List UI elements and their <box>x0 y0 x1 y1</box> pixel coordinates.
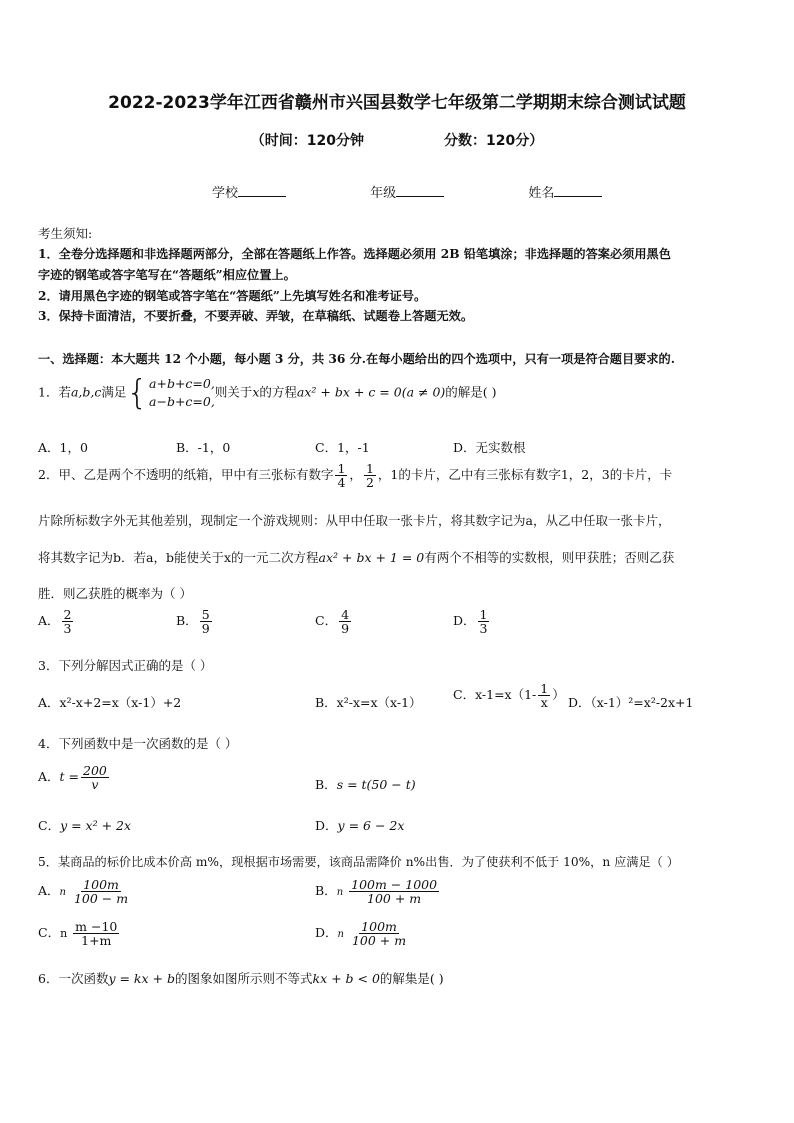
q1-option-c[interactable]: C．1，-1 <box>315 440 370 455</box>
question-6: 6．一次函数y = kx + b的图象如图所示则不等式kx + b < 0的解集是( ) <box>38 971 444 986</box>
question-2-line-4: 胜．则乙获胜的概率为（ ） <box>38 586 192 601</box>
system-brace: { <box>126 373 149 414</box>
fraction-quarter: $\frac{1}{4}$ <box>337 461 346 491</box>
note-1b: 字迹的钢笔或答字笔写在“答题纸”相应位置上。 <box>38 268 296 282</box>
score-label: 分数：120分） <box>444 133 544 149</box>
q4-option-a[interactable]: A．t = $\frac{200}{v}$ <box>38 763 107 793</box>
q4-option-d[interactable]: D．y = 6 − 2x <box>315 818 405 833</box>
q1-system: a+b+c=0, a−b+c=0, <box>149 376 215 410</box>
q2-option-a[interactable]: A． $\frac{2}{3}$ <box>38 607 72 637</box>
fraction-half: $\frac{1}{2}$ <box>365 461 374 491</box>
note-2: 2．请用黑色字迹的钢笔或答字笔在“答题纸”上先填写姓名和准考证号。 <box>38 289 427 303</box>
q4-option-b[interactable]: B．s = t(50 − t) <box>315 777 416 792</box>
question-2-line-2: 片除所标数字外无其他差别，现制定一个游戏规则：从甲中任取一张卡片，将其数字记为a，从乙中任取一张卡片， <box>38 513 671 528</box>
exam-subtitle <box>0 130 794 150</box>
q2-option-b[interactable]: B． $\frac{5}{9}$ <box>176 607 210 637</box>
q5-option-a[interactable]: A．n $\frac{100m}{100 - m}$ <box>38 877 129 907</box>
question-3: 3．下列分解因式正确的是（ ） <box>38 658 213 673</box>
note-3: 3．保持卡面清洁，不要折叠，不要弄破、弄皱，在草稿纸、试题卷上答题无效。 <box>38 309 474 323</box>
school-blank[interactable] <box>238 184 286 197</box>
q1-option-d[interactable]: D．无实数根 <box>453 440 526 455</box>
question-2-line-3: 将其数字记为b．若a，b能使关于x的一元二次方程ax² + bx + 1 = 0有两个不相等的实数根，则甲获胜；否则乙获 <box>38 550 675 565</box>
question-4: 4．下列函数中是一次函数的是（ ） <box>38 736 238 751</box>
q3-option-c[interactable]: C．x-1=x（1- $\frac{1}{x}$ ） <box>453 681 565 711</box>
question-2-line-1: 2．甲、乙是两个不透明的纸箱，甲中有三张标有数字 $\frac{1}{4}$ ， $\frac{1}{2}$ ，1的卡片，乙中有三张标有数字1，2，3的卡片，卡 <box>38 461 673 491</box>
q2-option-c[interactable]: C． $\frac{4}{9}$ <box>315 607 350 637</box>
section-heading: 一、选择题：本大题共 12 个小题，每小题 3 分，共 36 分.在每小题给出的四个选项中，只有一项是符合题目要求的. <box>38 352 675 366</box>
q4-option-c[interactable]: C．y = x² + 2x <box>38 818 132 833</box>
q1-equation: ax² + bx + c = 0(a ≠ 0) <box>296 384 446 400</box>
time-label: （时间：120分钟 <box>250 133 364 149</box>
name-label: 姓名 <box>528 186 555 201</box>
q3-option-d[interactable]: D．（x-1）²=x²-2x+1 <box>568 695 694 710</box>
exam-title: 2022-2023学年江西省赣州市兴国县数学七年级第二学期期末综合测试试题 <box>108 93 686 113</box>
q5-option-b[interactable]: B．n $\frac{100m - 1000}{100 + m}$ <box>315 877 438 907</box>
q1-option-a[interactable]: A．1，0 <box>38 440 88 455</box>
notes-heading: 考生须知: <box>38 226 93 241</box>
question-1: 1．若a,b,c满足{ a+b+c=0, a−b+c=0, 则关于x的方程ax² + bx + c = 0(a ≠ 0)的解是( ) <box>38 373 497 414</box>
q1-option-b[interactable]: B．-1，0 <box>176 440 231 455</box>
q5-option-c[interactable]: C．n $\frac{m -10}{1+m}$ <box>38 919 118 949</box>
note-1a: 1．全卷分选择题和非选择题两部分，全部在答题纸上作答。选择题必须用 2B 铅笔填涂；非选择题的答案必须用黑色 <box>38 247 671 261</box>
q1-vars: a,b,c <box>70 384 102 400</box>
q5-option-d[interactable]: D．n $\frac{100m}{100 + m}$ <box>315 919 407 949</box>
q2-option-d[interactable]: D． $\frac{1}{3}$ <box>453 607 488 637</box>
question-5: 5．某商品的标价比成本价高 m%，现根据市场需要，该商品需降价 n%出售．为了使获利不低于 10%，n 应满足（ ） <box>38 855 679 869</box>
name-blank[interactable] <box>554 184 602 197</box>
grade-label: 年级 <box>370 186 397 201</box>
school-label: 学校 <box>212 186 239 201</box>
q3-option-b[interactable]: B．x²-x=x（x-1） <box>315 695 422 710</box>
q3-option-a[interactable]: A．x²-x+2=x（x-1）+2 <box>38 695 182 710</box>
grade-blank[interactable] <box>396 184 444 197</box>
student-info-fields <box>212 182 682 201</box>
